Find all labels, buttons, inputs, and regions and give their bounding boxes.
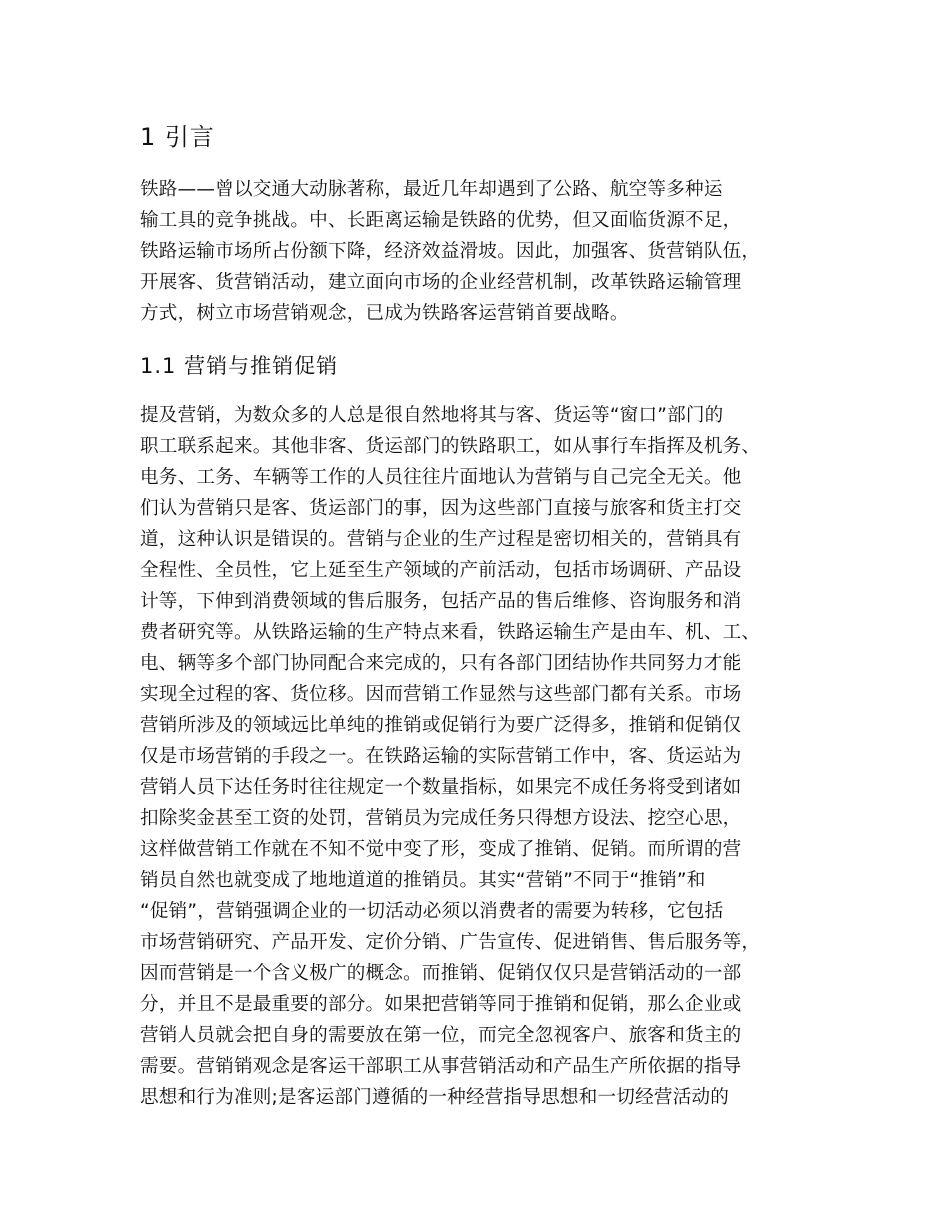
text-line: 铁路——曾以交通大动脉著称，最近几年却遇到了公路、航空等多种运 [140, 179, 723, 200]
text-line: 分，并且不是最重要的部分。如果把营销等同于推销和促销，那么企业或 [140, 994, 742, 1015]
text-line: 计等，下伸到消费领域的售后服务，包括产品的售后维修、咨询服务和消 [140, 591, 742, 612]
text-line: 因而营销是一个含义极广的概念。而推销、促销仅仅只是营销活动的一部 [140, 963, 742, 984]
text-line: 方式，树立市场营销观念，已成为铁路客运营销首要战略。 [140, 303, 629, 324]
text-line: 输工具的竞争挑战。中、长距离运输是铁路的优势，但又面临货源不足， [140, 210, 742, 231]
text-line: 仅是市场营销的手段之一。在铁路运输的实际营销工作中，客、货运站为 [140, 746, 742, 767]
text-line: 市场营销研究、产品开发、定价分销、广告宣传、促进销售、售后服务等， [140, 932, 761, 953]
text-line: 铁路运输市场所占份额下降，经济效益滑坡。因此，加强客、货营销队伍， [140, 241, 761, 262]
text-line: 思想和行为准则;是客运部门遵循的一种经营指导思想和一切经营活动的 [140, 1087, 730, 1108]
text-line: 们认为营销只是客、货运部门的事，因为这些部门直接与旅客和货主打交 [140, 498, 742, 519]
text-line: 开展客、货营销活动，建立面向市场的企业经营机制，改革铁路运输管理 [140, 272, 742, 293]
subsection-heading: 1.1 营销与推销促销 [140, 354, 339, 378]
text-line: 需要。营销销观念是客运干部职工从事营销活动和产品生产所依据的指导 [140, 1056, 742, 1077]
text-line: 营销人员就会把自身的需要放在第一位，而完全忽视客户、旅客和货主的 [140, 1025, 742, 1046]
section-heading: 1 引言 [140, 123, 215, 151]
text-line: 提及营销，为数众多的人总是很自然地将其与客、货运等“窗口”部门的 [140, 405, 724, 426]
text-line: “促销”，营销强调企业的一切活动必须以消费者的需要为转移，它包括 [140, 901, 724, 922]
text-line: 职工联系起来。其他非客、货运部门的铁路职工，如从事行车指挥及机务、 [140, 436, 761, 457]
text-line: 营销人员下达任务时往往规定一个数量指标，如果完不成任务将受到诸如 [140, 777, 742, 798]
text-line: 这样做营销工作就在不知不觉中变了形，变成了推销、促销。而所谓的营 [140, 839, 742, 860]
text-line: 营销所涉及的领域远比单纯的推销或促销行为要广泛得多，推销和促销仅 [140, 715, 742, 736]
text-line: 扣除奖金甚至工资的处罚，营销员为完成任务只得想方设法、挖空心思， [140, 808, 742, 829]
text-line: 道，这种认识是错误的。营销与企业的生产过程是密切相关的，营销具有 [140, 529, 742, 550]
text-line: 费者研究等。从铁路运输的生产特点来看，铁路运输生产是由车、机、工、 [140, 622, 761, 643]
intro-paragraph [140, 174, 840, 329]
text-line: 销员自然也就变成了地地道道的推销员。其实“营销”不同于“推销”和 [140, 870, 706, 891]
body-paragraph [140, 400, 840, 1113]
text-line: 电、辆等多个部门协同配合来完成的，只有各部门团结协作共同努力才能 [140, 653, 742, 674]
text-line: 电务、工务、车辆等工作的人员往往片面地认为营销与自己完全无关。他 [140, 467, 742, 488]
text-line: 全程性、全员性，它上延至生产领域的产前活动，包括市场调研、产品设 [140, 560, 742, 581]
text-line: 实现全过程的客、货位移。因而营销工作显然与这些部门都有关系。市场 [140, 684, 742, 705]
